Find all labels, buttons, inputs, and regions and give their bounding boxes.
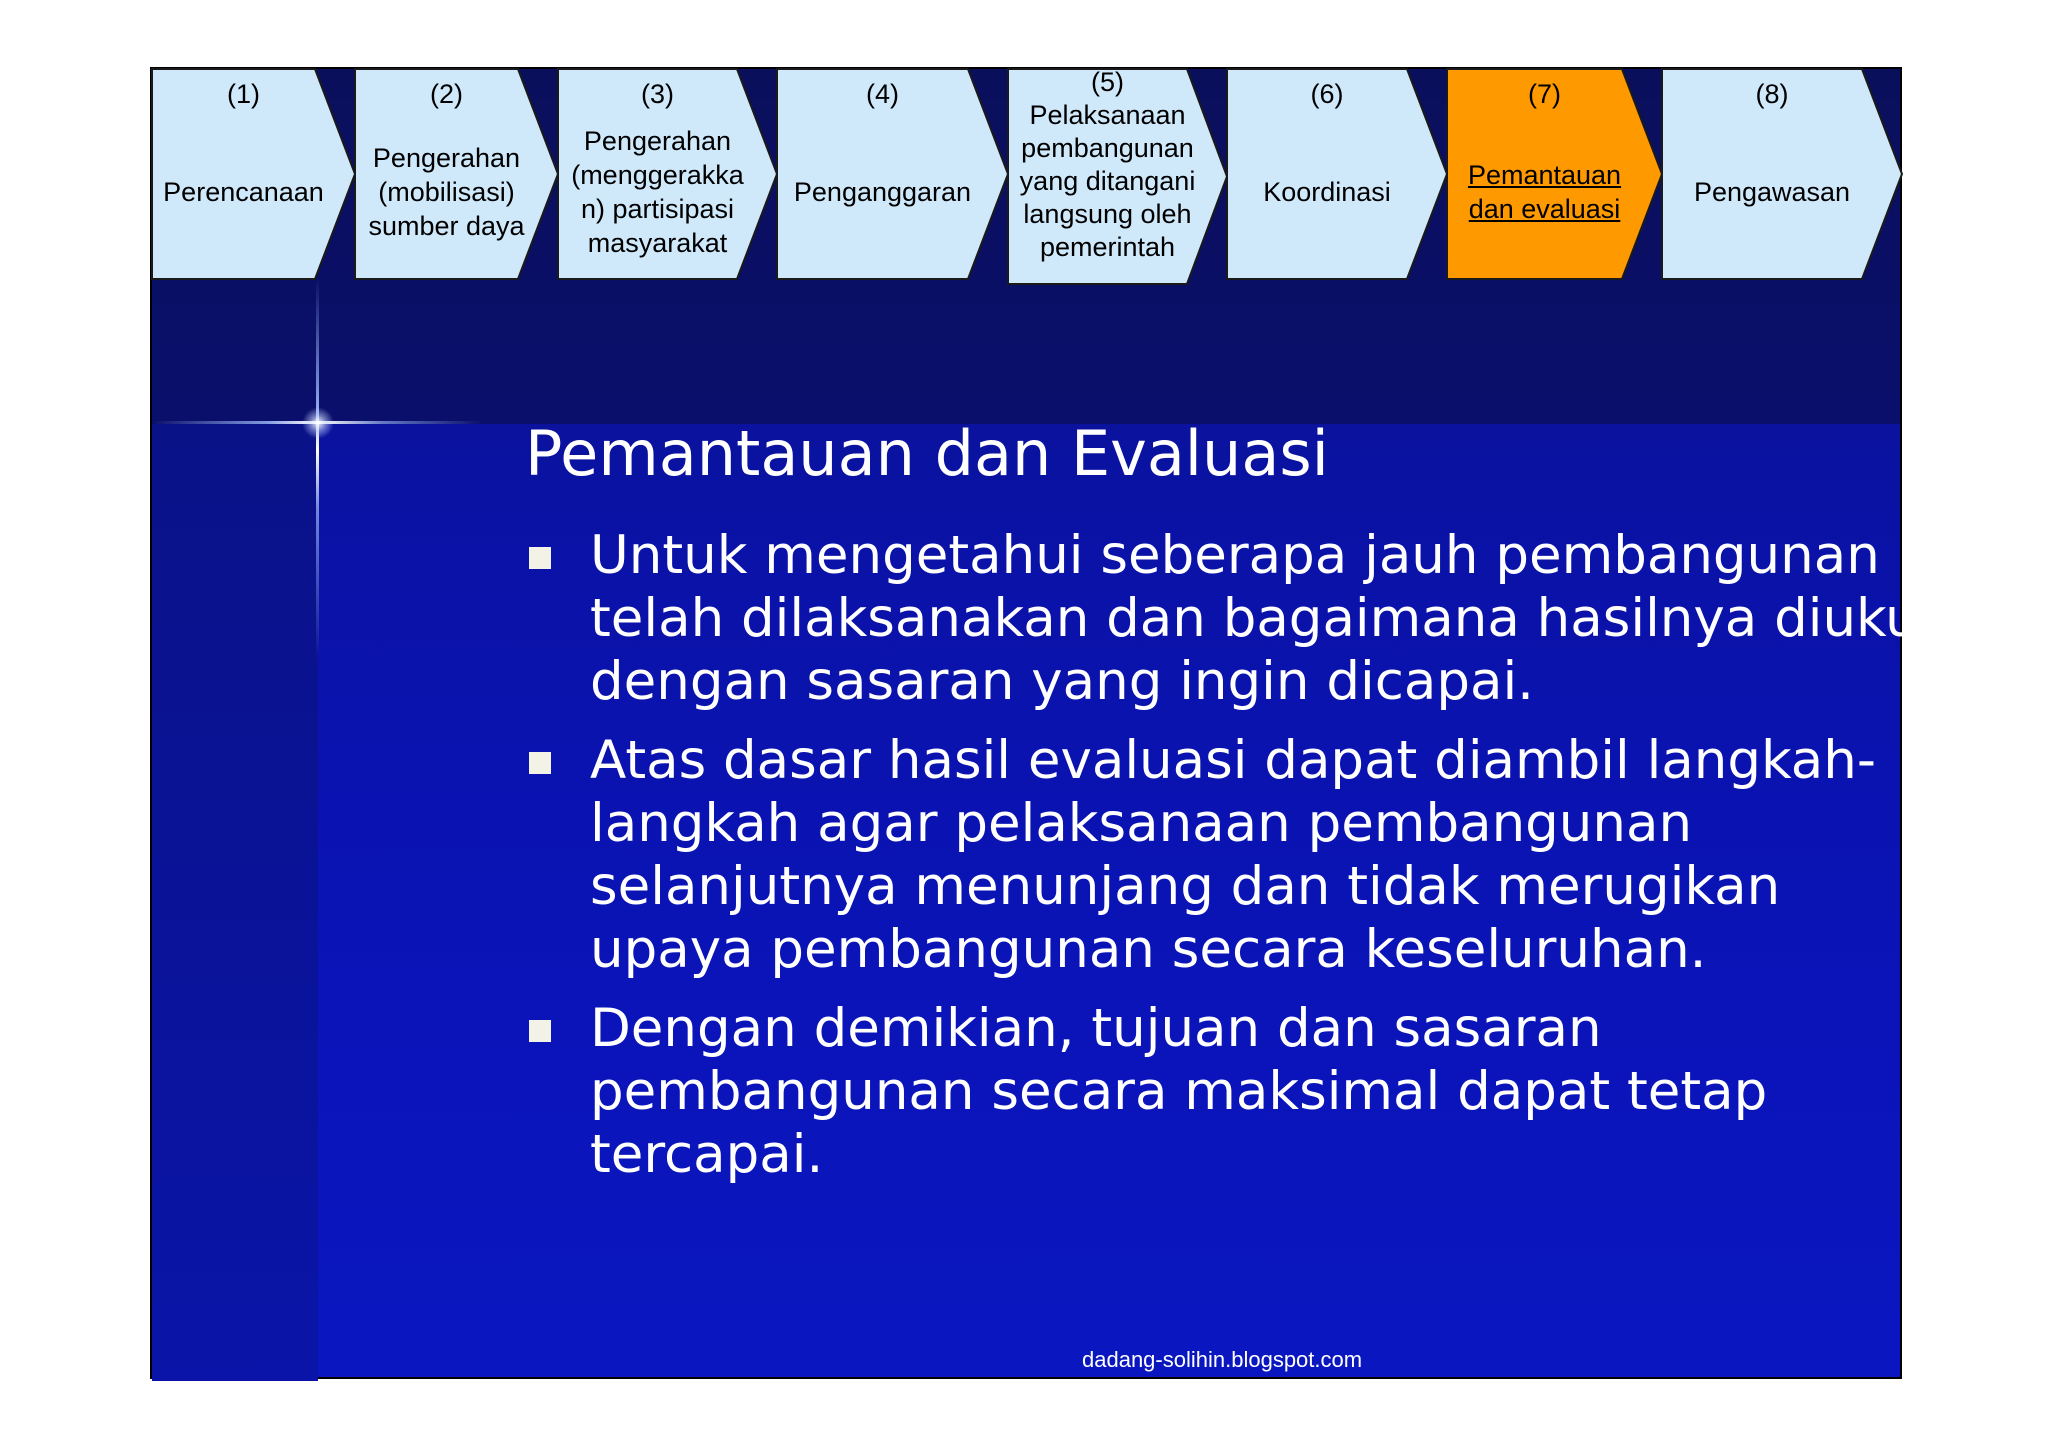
step-number: (6) — [1310, 79, 1344, 109]
step-label: Pengerahan (menggerakka n) partisipasi masyarakat — [571, 126, 744, 258]
process-step-text-5 — [1008, 69, 1207, 284]
bullet-text: Untuk mengetahui seberapa jauh pembangunan telah dilaksanakan dan bagaimana hasilnya diukur dengan sasaran yang ingin dicapai. — [590, 525, 1941, 712]
bullet-text: Dengan demikian, tujuan dan sasaran pembangunan secara maksimal dapat tetap tercapai. — [590, 998, 1768, 1185]
bullet-text: Atas dasar hasil evaluasi dapat diambil langkah-langkah agar pelaksanaan pembangunan selanjutnya menunjang dan tidak merugikan upaya pembangunan secara keseluruhan. — [590, 730, 1876, 980]
step-label: Pengawasan — [1693, 177, 1851, 207]
slide-title: Pemantauan dan Evaluasi — [525, 417, 1329, 490]
step-number: (4) — [866, 79, 899, 109]
vertical-light-line — [316, 279, 319, 659]
process-step-text-3 — [558, 69, 757, 279]
step-number: (5) — [1091, 67, 1124, 97]
bullet-item — [525, 997, 1945, 1186]
step-label: Pelaksanaan pembangunan yang ditangani langsung oleh pemerintah — [1019, 100, 1196, 262]
step-label: Perencanaan — [163, 177, 324, 207]
square-bullet-icon — [529, 547, 551, 569]
left-strip — [152, 424, 318, 1381]
bullet-item — [525, 524, 1945, 713]
process-step-text-7 — [1447, 69, 1642, 279]
step-number: (1) — [227, 79, 260, 109]
step-label: Penganggaran — [793, 177, 972, 207]
process-step-text-8 — [1662, 69, 1882, 279]
step-number: (8) — [1755, 79, 1789, 109]
square-bullet-icon — [529, 752, 551, 774]
step-label: Koordinasi — [1263, 177, 1391, 207]
step-label: Pemantauan dan evaluasi — [1467, 160, 1622, 224]
process-step-text-6 — [1227, 69, 1427, 279]
process-step-text-4 — [777, 69, 988, 279]
step-label: Pengerahan (mobilisasi) sumber daya — [368, 143, 525, 241]
footer-website: dadang-solihin.blogspot.com — [1082, 1347, 1363, 1372]
step-number: (3) — [641, 79, 674, 109]
bullet-list — [525, 524, 1945, 1202]
bullet-item — [525, 729, 1945, 981]
sparkle-icon — [302, 407, 334, 439]
slide — [150, 67, 1941, 1379]
step-number: (2) — [430, 79, 463, 109]
process-step-text-2 — [355, 69, 538, 279]
process-step-text-1 — [152, 69, 335, 279]
page-number: 42 — [1907, 1347, 1932, 1372]
square-bullet-icon — [529, 1020, 551, 1042]
step-number: (7) — [1528, 79, 1561, 109]
